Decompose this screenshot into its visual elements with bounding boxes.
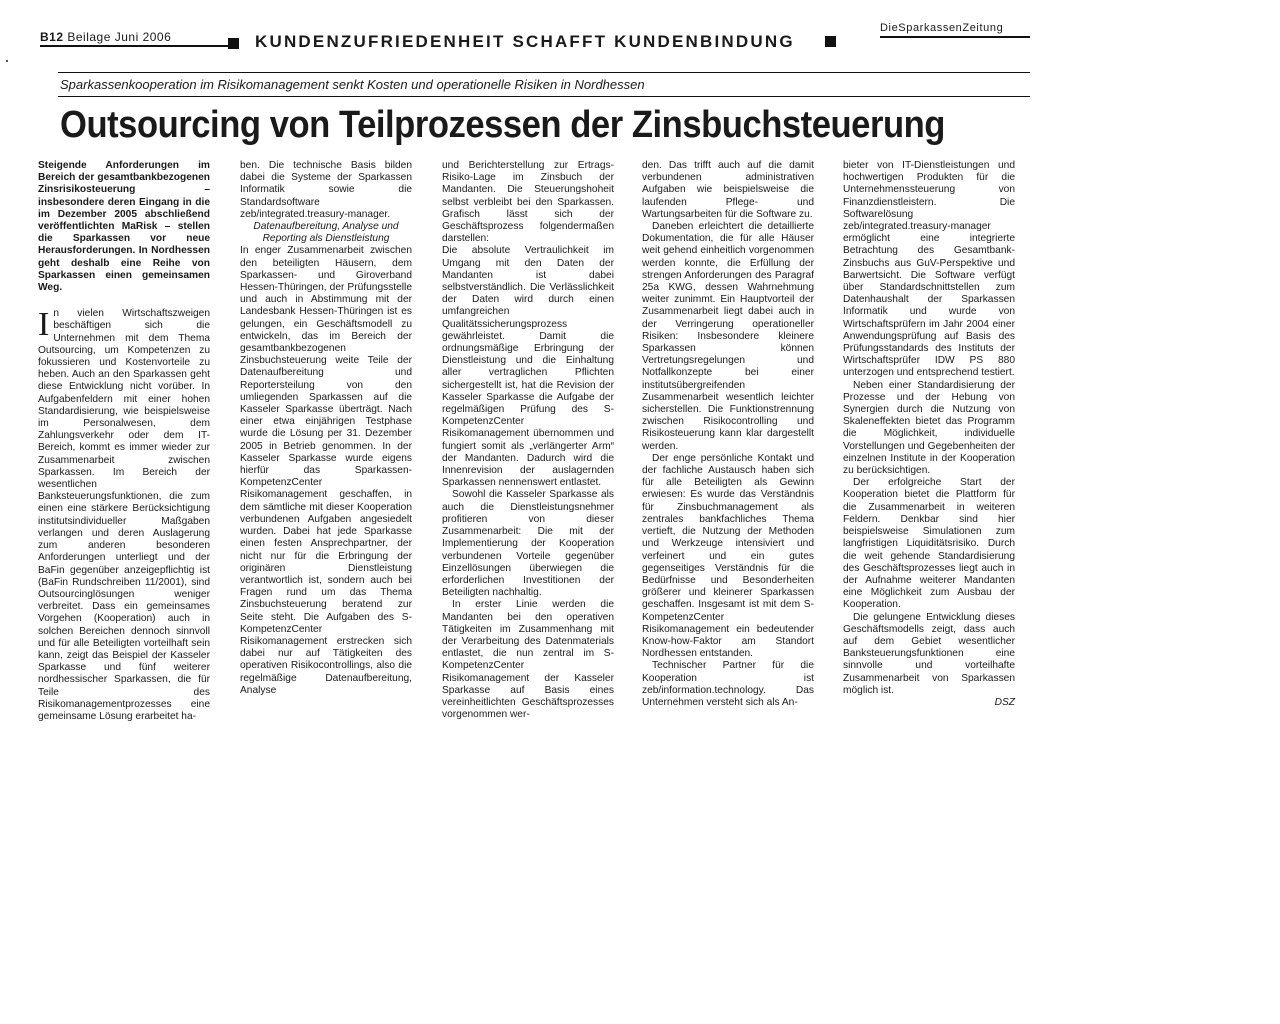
publication-rule (880, 36, 1030, 38)
article-column-2 (240, 160, 412, 697)
body-paragraph: Die gelungene Entwicklung dieses Geschäftsmodells zeigt, dass auch auf dem Gebiet wesentlicher Banksteuerungsfunktionen eine sinnvolle und vorteilhafte Zusammenarbeit von Sparkassen möglich ist. (843, 611, 1015, 696)
body-paragraph: und Berichterstellung zur Ertrags-Risiko-Lage im Zinsbuch der Mandanten. Die Steuerungshoheit selbst verbleibt bei den Sparkassen. Grafisch lässt sich der Geschäftsprozess folgendermaßen darstellen: (442, 160, 614, 245)
article-column-1 (38, 160, 210, 723)
kicker-bottom-rule (58, 96, 1030, 97)
body-paragraph: Sowohl die Kasseler Sparkasse als auch die Dienstleistungsnehmer profitieren von dieser Zusammenarbeit: Die mit der Implementierung der Kooperation verbundenen Vorteile gegenüber Einzellösungen überwiegen die erforderlichen Investitionen der Beteiligten nachhaltig. (442, 489, 614, 599)
page-number: B12 (40, 30, 64, 44)
body-paragraph (38, 308, 210, 723)
body-paragraph: In enger Zusammenarbeit zwischen den beteiligten Häusern, dem Sparkassen- und Giroverband Hessen-Thüringen, der Prüfungsstelle und auch in Abstimmung mit der Landesbank Hessen-Thüringen ist es gelungen, ein Geschäftsmodell zu entwickeln, das im Bereich der gesamtbankbezogenen Zinsbuchsteuerung weite Teile der Datenaufbereitung und Reportersteilung von den umliegenden Sparkassen auf die Kasseler Sparkasse überträgt. Nach einer etwa einjährigen Testphase wurde die Lösung per 31. Dezember 2005 in Betrieb genommen. In der Kasseler Sparkasse wurde eigens hierfür das Sparkassen-KompetenzCenter Risikomanagement geschaffen, in dem sämtliche mit dieser Kooperation verbundenen Aufgaben angesiedelt wurden. Dabei hat jede Sparkasse einen festen Ansprechpartner, der nicht nur für die Erbringung der originären Dienstleistung verantwortlich ist, sondern auch bei Fragen rund um das Thema Zinsbuchsteuerung beratend zur Seite steht. Die Aufgaben des S-KompetenzCenter Risikomanagement erstrecken sich dabei nur auf Tätigkeiten des operativen Risikocontrollings, also die regelmäßige Datenaufbereitung, Analyse (240, 245, 412, 696)
kicker: Sparkassenkooperation im Risikomanagement senkt Kosten und operationelle Risiken in Nordhessen (60, 77, 645, 92)
body-paragraph: Technischer Partner für die Kooperation ist zeb/information.technology. Das Unternehmen versteht sich als An- (642, 660, 814, 708)
body-paragraph: den. Das trifft auch auf die damit verbundenen administrativen Aufgaben wie beispielsweise die laufenden Pflege- und Wartungsarbeiten für die Software zu. (642, 160, 814, 220)
scan-speck (6, 60, 8, 62)
article-column-4 (642, 160, 814, 709)
subheading: Datenaufbereitung, Analyse und Reporting als Dienstleistung (253, 221, 399, 245)
headline: Outsourcing von Teilprozessen der Zinsbuchsteuerung (60, 104, 945, 146)
body-paragraph: Die absolute Vertraulichkeit im Umgang mit den Daten der Mandanten ist dabei selbstverständlich. Die Verlässlichkeit der Daten wird durch einen umfangreichen Qualitätssicherungsprozess gewährleistet. Damit die ordnungsmäßige Erbringung der Dienstleistung und die Einhaltung aller vertraglichen Pflichten sichergestellt ist, hat die Revision der Kasseler Sparkasse die Aufgabe der regelmäßigen Prüfung des S-KompetenzCenter Risikomanagement übernommen und fungiert somit als „verlängerter Arm“ der Mandanten. Dadurch wird die Innenrevision der auslagernden Sparkassen nennenswert entlastet. (442, 245, 614, 489)
section-marker-right (825, 36, 836, 47)
kicker-top-rule (58, 72, 1030, 73)
body-paragraph: Neben einer Standardisierung der Prozesse und der Hebung von Synergien durch die Nutzung von Skaleneffekten bietet das Programm die Möglichkeit, individuelle Vorstellungen und Gegebenheiten der einzelnen Institute in der Kooperation zu berücksichtigen. (843, 379, 1015, 477)
body-paragraph: Der erfolgreiche Start der Kooperation bietet die Plattform für die Zusammenarbeit in weiteren Feldern. Denkbar sind hier beispielsweise Simulationen zum langfristigen Liquiditätsrisiko. Durch die weit gehende Standardisierung des Geschäftsprozesses liegt auch in der Aufnahme weiterer Mandanten eine Möglichkeit zum Ausbau der Kooperation. (843, 477, 1015, 611)
article-column-3 (442, 160, 614, 721)
author-signature: DSZ (994, 696, 1015, 708)
body-paragraph: ben. Die technische Basis bilden dabei die Systeme der Sparkassen Informatik sowie die Standardsoftware zeb/integrated.treasury-manager. (240, 160, 412, 220)
section-title: KUNDENZUFRIEDENHEIT SCHAFFT KUNDENBINDUNG (255, 32, 795, 51)
drop-cap: I (38, 306, 50, 344)
paragraph-text: n vielen Wirtschaftszweigen beschäftigen sich die Unternehmen mit dem Thema Outsourcing, um Kompetenzen zu fokussieren und Kostenvorteile zu heben. Auch an den Sparkassen geht diese Entwicklung nicht vorüber. In Aufgabenfeldern mit einer hohen Standardisierung, wie beispielsweise im Personalwesen, dem Zahlungsverkehr oder dem IT-Bereich, kommt es immer wieder zur Zusammenarbeit zwischen Sparkassen. Im Bereich der wesentlichen Banksteuerungsfunktionen, die zum einen eine stärkere Berücksichtigung institutsindividueller Maßgaben verlangen und deren Auslagerung zum anderen besonderen Anforderungen unterliegt und der BaFin gegenüber anzeigepflichtig ist (BaFin Rundschreiben 11/2001), sind Outsourcinglösungen weniger verbreitet. Dass ein gemeinsames Vorgehen (Kooperation) auch in solchen Bereichen dennoch sinnvoll und für alle Beteiligten vorteilhaft sein kann, zeigt das Beispiel der Kasseler Sparkasse und fünf weiterer nordhessischer Sparkassen, die für Teile des Risikomanagementprozesses eine gemeinsame Lösung erarbeitet ha- (38, 308, 210, 722)
page-folio (40, 30, 171, 44)
article-column-5 (843, 160, 1015, 709)
issue-label: Beilage Juni 2006 (67, 30, 172, 44)
body-paragraph: In erster Linie werden die Mandanten bei den operativen Tätigkeiten im Zusammenhang mit der Verarbeitung des Datenmaterials entlastet, die nun zentral im S-KompetenzCenter Risikomanagement der Kasseler Sparkasse auf Basis eines vereinheitlichten Geschäftsprozesses vorgenommen wer- (442, 599, 614, 721)
body-paragraph: Daneben erleichtert die detaillierte Dokumentation, die für alle Häuser weit gehend einheitlich vorgenommen werden konnte, die Erfüllung der strengen Anforderungen des Paragraf 25a KWG, dessen Wahrnehmung weiter zunimmt. Ein Hauptvorteil der Zusammenarbeit liegt dabei auch in der Verringerung operationeller Risiken: Insbesondere kleinere Sparkassen können Vertretungsregelungen und Notfallkonzepte bei einer institutsübergreifenden Zusammenarbeit wesentlich leichter sicherstellen. Die Funktionstrennung zwischen Risikocontrolling und Risikosteuerung kann klar dargestellt werden. (642, 221, 814, 452)
lead-paragraph: Steigende Anforderungen im Bereich der gesamtbankbezogenen Zinsrisikosteuerung – insbesondere deren Eingang in die im Dezember 2005 abschließend veröffentlichten MaRisk – stellen die Sparkassen vor neue Herausforderungen. In Nordhessen geht deshalb eine Reihe von Sparkassen einen gemeinsamen Weg. (38, 160, 210, 294)
body-paragraph: Der enge persönliche Kontakt und der fachliche Austausch haben sich für alle Beteiligten als Gewinn erwiesen: Es wurde das Verständnis für Zinsbuchmanagement als zentrales bankfachliches Thema vertieft, die Nutzung der Methoden und Werkzeuge intensiviert und verfeinert und ein gutes gegenseitiges Verständnis für die Bedürfnisse und Besonderheiten größerer und kleinerer Sparkassen geschaffen. Insgesamt ist mit dem S-KompetenzCenter Risikomanagement ein bedeutender Know-how-Faktor am Standort Nordhessen entstanden. (642, 452, 814, 660)
section-marker-left (228, 38, 239, 49)
publication-name: DieSparkassenZeitung (880, 22, 1004, 34)
folio-rule (40, 45, 230, 47)
body-paragraph: bieter von IT-Dienstleistungen und hochwertigen Produkten für die Unternehmenssteuerung von Finanzdienstleistern. Die Softwarelösung zeb/integrated.treasury-manager ermöglicht eine integrierte Betrachtung des Gesamtbank-Zinsbuchs aus GuV-Perspektive und Barwertsicht. Die Software verfügt über Standardschnittstellen zum Datenhaushalt der Sparkassen Informatik und wurde von Wirtschaftsprüfern im Jahr 2004 einer Anwendungsprüfung auf Basis des Prüfungsstandards des Instituts der Wirtschaftsprüfer IDW PS 880 unterzogen und entsprechend testiert. (843, 160, 1015, 379)
